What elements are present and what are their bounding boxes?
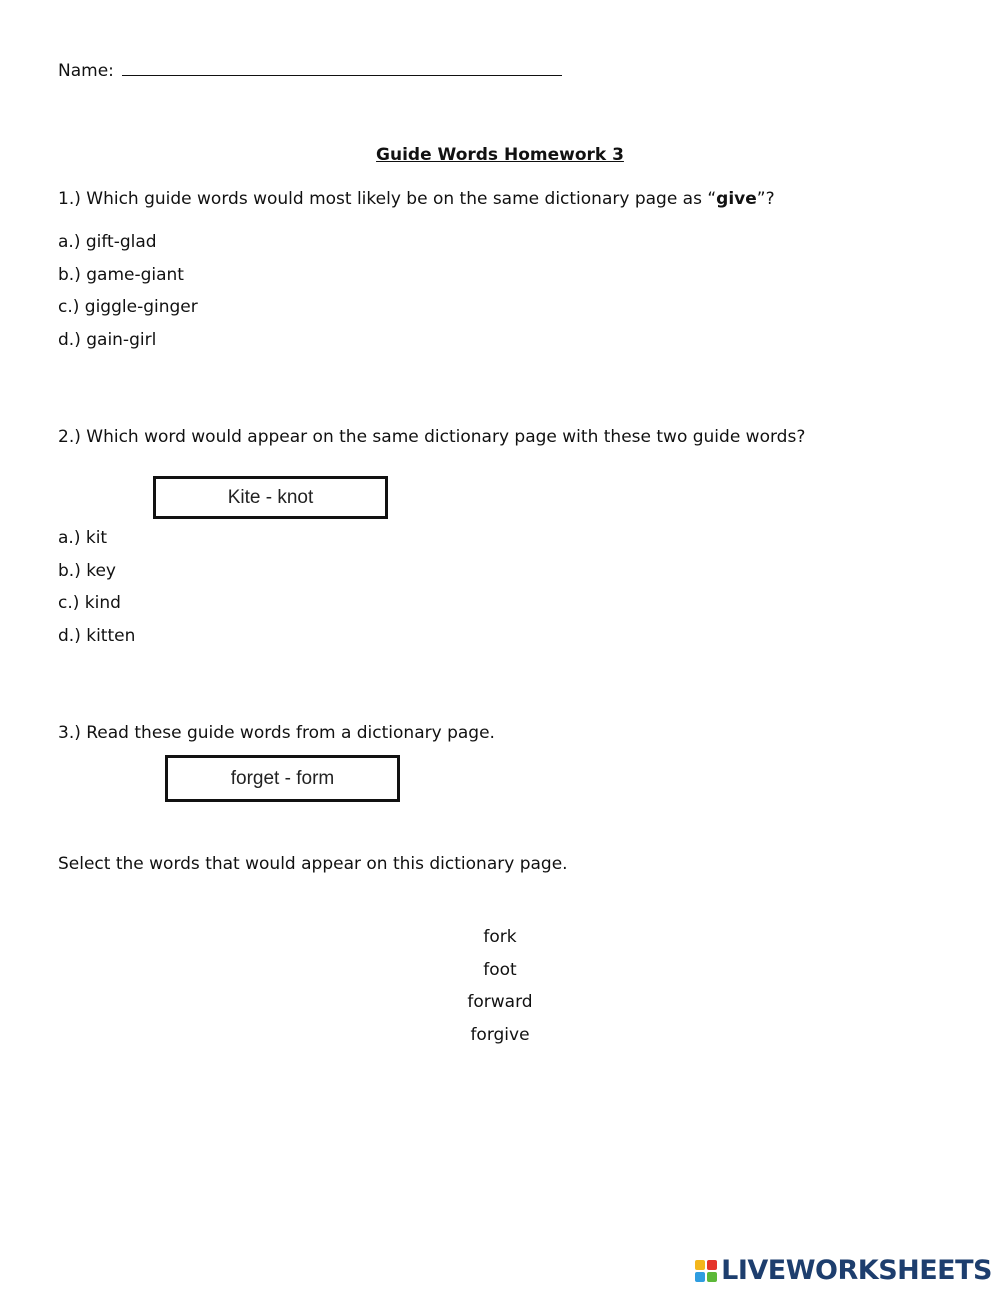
- question-1-option-a[interactable]: a.) gift-glad: [58, 232, 157, 252]
- logo-block-2: [707, 1260, 717, 1270]
- word-option-forgive[interactable]: forgive: [470, 1024, 530, 1045]
- logo-text: LIVEWORKSHEETS: [721, 1255, 992, 1286]
- logo-blocks-icon: [695, 1260, 717, 1282]
- question-3-guide-words-box: [165, 755, 400, 802]
- question-2-guide-words: Kite - knot: [227, 486, 314, 508]
- question-2-option-c[interactable]: c.) kind: [58, 593, 121, 613]
- question-3-prompt: 3.) Read these guide words from a dictionary page.: [58, 723, 495, 743]
- liveworksheets-logo: [695, 1255, 992, 1286]
- question-2-option-d[interactable]: d.) kitten: [58, 626, 136, 646]
- question-1-option-d[interactable]: d.) gain-girl: [58, 330, 157, 350]
- page-title: Guide Words Homework 3: [376, 145, 624, 165]
- logo-block-1: [695, 1260, 705, 1270]
- question-1-option-c[interactable]: c.) giggle-ginger: [58, 297, 198, 317]
- question-3-word-list: [0, 925, 1000, 1055]
- logo-block-3: [695, 1272, 705, 1282]
- question-2-option-b[interactable]: b.) key: [58, 561, 116, 581]
- question-2-option-a[interactable]: a.) kit: [58, 528, 108, 548]
- question-2-guide-words-box: [153, 476, 388, 519]
- word-option-foot[interactable]: foot: [483, 959, 517, 980]
- word-option-forward[interactable]: forward: [467, 992, 533, 1013]
- name-input-line[interactable]: [122, 58, 562, 76]
- question-1-prompt-end: ”?: [756, 189, 775, 209]
- logo-block-4: [707, 1272, 717, 1282]
- question-2-prompt: 2.) Which word would appear on the same dictionary page with these two guide words?: [58, 427, 806, 447]
- name-label: Name:: [58, 61, 114, 81]
- question-1-prompt: [58, 189, 775, 209]
- name-row: [58, 58, 562, 81]
- word-option-fork[interactable]: fork: [483, 927, 517, 947]
- question-1-option-b[interactable]: b.) game-giant: [58, 265, 184, 285]
- question-3-guide-words: forget - form: [230, 767, 335, 789]
- question-1-keyword: give: [716, 189, 757, 209]
- question-1-prompt-start: 1.) Which guide words would most likely be on the same dictionary page as “: [58, 189, 717, 209]
- question-3-instruction: Select the words that would appear on this dictionary page.: [58, 854, 568, 874]
